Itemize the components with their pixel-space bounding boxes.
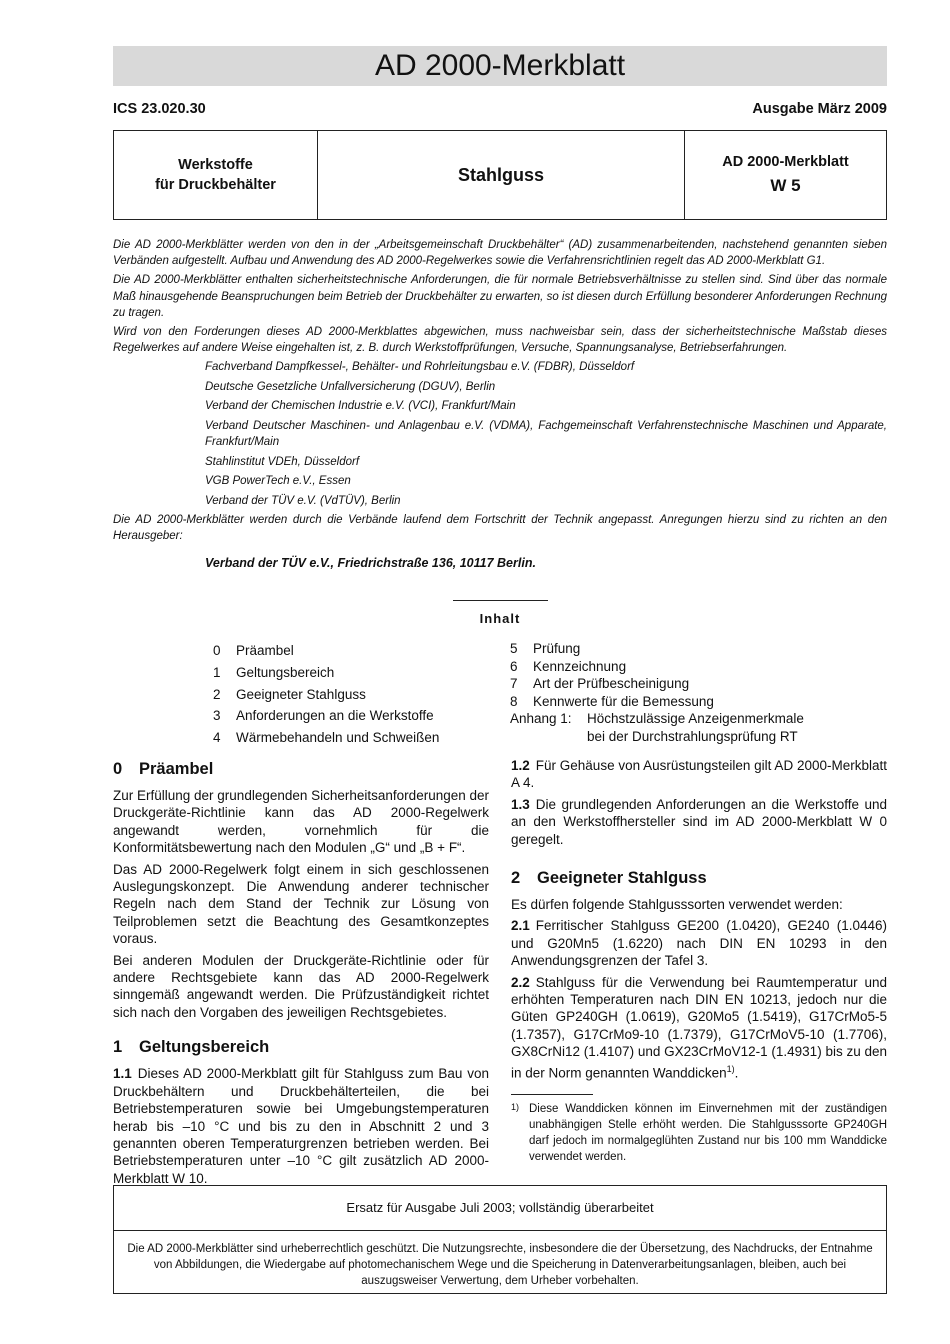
member-item: Fachverband Dampfkessel-, Behälter- und Rohrleitungsbau e.V. (FDBR), Düsseldorf [205,361,635,374]
ics-code: ICS 23.020.30 [113,101,206,117]
clause-text: Ferritischer Stahlguss GE200 (1.0420), GE240 (1.0446) und G20Mn5 (1.6220) nach DIN EN 10293 in den Anwendungsgrenzen der Tafel 3. [511,918,887,969]
toc-annex-label-1: Höchstzulässige Anzeigenmerkmale [587,711,804,727]
clause-number: 2.1 [511,918,530,934]
toc-entry-label: Art der Prüfbescheinigung [533,676,690,692]
section-heading-1 [113,1035,489,1059]
clause-number: 1.2 [511,758,530,773]
preamble-paragraph-3: Bei anderen Modulen der Druckgeräte-Richtlinie oder für andere Rechtsgebiete kann das AD 2000-Regelwerk sinngemäß angewandt werden. Die Prüfzuständigkeit richtet sich nach den Vorgaben des jeweiligen Rechtsgebietes. [113,952,489,1020]
edition-date: Ausgabe März 2009 [752,101,887,117]
section-title: Geeigneter Stahlguss [537,869,707,888]
toc-entry-label: Wärmebehandeln und Schweißen [236,730,440,746]
header-box [113,130,887,220]
section-number: 2 [511,869,521,888]
clause-2-1 [511,917,887,969]
section-number: 0 [113,760,123,778]
section-heading-2 [511,866,887,890]
section-heading-0 [113,757,489,781]
toc-entry-number: 0 [213,643,221,658]
member-associations [205,359,887,508]
toc-entry-number: 8 [510,693,518,709]
toc-annex-number: Anhang 1: [510,711,572,727]
toc-entry[interactable] [213,640,439,662]
footnote-reference[interactable]: 1) [726,1063,735,1074]
clause-1-2 [511,757,887,792]
subject-title: Stahlguss [457,164,545,185]
toc-entry-label: Anforderungen an die Werkstoffe [236,708,434,724]
member-item: Verband der TÜV e.V. (VdTÜV), Berlin [205,494,401,507]
intro-paragraph-2: Die AD 2000-Merkblätter enthalten sicherheitstechnische Anforderungen, die für normale Betriebsverhältnisse zu stellen sind. Sind über das normale Maß hinausgehende Beanspruchungen beim Betrieb der Druckbehälter zu erwarten, so ist diesen durch Erfüllung besonderer Anforderungen Rechnung zu tragen. [113,274,887,319]
intro-text [113,237,887,571]
footnote-divider [511,1094,593,1095]
clause-text: Stahlguss für die Verwendung bei Raumtemperatur und erhöhten Temperaturen nach DIN EN 10213, jedoch nur die Güten GP240GH (1.0619), G20Mo5 (1.5419), G17CrMo5-5 (1.7357), G17CrMo9-10 (1.7379), G17CrMoV5-10 (1.7706), GX8CrNi12 (1.4107) und GX23CrMoV12-1 (1.4931) bis zu den in der Norm genannten Wanddicken [511,974,887,1081]
category-cell [114,131,318,219]
document-series: AD 2000-Merkblatt [722,154,849,170]
toc-entry[interactable] [510,640,804,658]
body-right-column [511,757,887,1165]
member-item: Verband der Chemischen Industrie e.V. (VCI), Frankfurt/Main [205,400,516,413]
member-item: Stahlinstitut VDEh, Düsseldorf [205,455,360,468]
toc-entry-label: Geltungsbereich [236,664,335,680]
toc-entry-number: 4 [213,730,221,746]
toc-entry-label: Kennwerte für die Bemessung [533,693,714,709]
toc-entry-label: Kennzeichnung [533,658,627,674]
toc-entry[interactable] [213,727,439,749]
toc-entry[interactable] [510,675,804,693]
clause-2-2: 2.2 Stahlguss für die Verwendung bei Raumtemperatur und erhöhten Temperaturen nach DIN EN 10213, jedoch nur die Güten GP240GH (1.0619), G20Mo5 (1.5419), G17CrMo5-5 (1.7357), G17CrMo9-10 (1.7379), G17CrMoV5-10 (1.7706), GX8CrNi12 (1.4107) und GX23CrMoV12-1 (1.4931) bis zu den in der Norm genannten Wanddicken$^{1)}$. [511,974,887,1081]
footnote-text: Diese Wanddicken können im Einvernehmen mit der zuständigen unabhängigen Stelle erhöht werden. Die Stahlgusssorte GP240GH darf jedoch im normalgeglühten Zustand nur bis 100 mm Wanddicke verwendet werden. [529,1102,887,1163]
intro-paragraph-1: Die AD 2000-Merkblätter werden von den in der „Arbeitsgemeinschaft Druckbehälter“ (AD) zusammenarbeitenden, nachstehend genannten sieben Verbänden aufgestellt. Aufbau und Anwendung des AD 2000-Regelwerkes sowie die Verfahrensrichtlinien regelt das AD 2000-Merkblatt G1. [113,239,887,268]
preamble-paragraph-2: Das AD 2000-Regelwerk folgt einem in sich geschlossenen Auslegungskonzept. Die Anwendung anderer technischer Regeln nach dem Stand der Technik zur Lösung von Teilproblemen setzt die Beachtung des Gesamtkonzeptes voraus. [113,861,489,947]
toc-entry-number: 7 [510,676,518,692]
clause-text: Die grundlegenden Anforderungen an die Werkstoffe und an den Werkstoffhersteller sind im AD 2000-Merkblatt W 0 geregelt. [511,796,887,847]
toc-annex-entry-continued [510,728,804,746]
document-title: AD 2000-Merkblatt [113,46,887,86]
footer-box [113,1185,887,1294]
intro-paragraph-4: Die AD 2000-Merkblätter werden durch die Verbände laufend dem Fortschritt der Technik angepasst. Anregungen hierzu sind zu richten an den Herausgeber: [113,514,887,543]
intro-paragraph-3: Wird von den Forderungen dieses AD 2000-Merkblattes abgewichen, muss nachweisbar sein, dass der sicherheitstechnische Maßstab dieses Regelwerkes auf andere Weise eingehalten ist, z. B. durch Werkstoffprüfungen, Versuche, Spannungsanalyse, Betriebserfahrungen. [113,326,887,355]
replacement-notice: Ersatz für Ausgabe Juli 2003; vollständig überarbeitet [114,1186,886,1231]
clause-text: Für Gehäuse von Ausrüstungsteilen gilt AD 2000-Merkblatt A 4. [511,758,887,791]
document-id-cell [685,131,886,219]
toc-entry[interactable] [510,693,804,711]
subject-cell [318,131,685,219]
preamble-paragraph-1: Zur Erfüllung der grundlegenden Sicherheitsanforderungen der Druckgeräte-Richtlinie kann das AD 2000-Regelwerk angewandt werden, vornehmlich für die Konformitätsbewertung nach den Modulen „G“ und „B + F“. [113,788,489,856]
clause-text: Dieses AD 2000-Merkblatt gilt für Stahlguss zum Bau von Druckbehältern und Druckbehälterteilen, die bei Betriebstemperaturen sowie bei Umgebungstemperaturen herab bis –10 °C und bis zu den in Abschnitt 2 und 3 genannten oberen Temperaturgrenzen betrieben werden. Bei Betriebstemperaturen unter –10 °C gilt zusätzlich AD 2000-Merkblatt W 10. [113,1066,489,1186]
body-left-column [113,757,489,1191]
toc-entry-label: Prüfung [533,641,581,656]
category-line-2: für Druckbehälter [155,177,276,193]
section-2-intro: Es dürfen folgende Stahlgusssorten verwendet werden: [511,897,843,913]
category-line-1: Werkstoffe [178,157,253,173]
toc-entry-number: 2 [213,686,221,702]
clause-1-3 [511,796,887,848]
section-title: Geltungsbereich [139,1038,270,1057]
clause-number: 1.1 [113,1066,132,1082]
toc-entry-number: 6 [510,658,518,674]
toc-entry[interactable] [213,662,439,684]
toc-left-column [213,640,439,749]
member-item: Deutsche Gesetzliche Unfallversicherung (DGUV), Berlin [205,380,496,393]
section-title: Präambel [139,760,214,778]
footnote-1 [511,1101,887,1165]
clause-number: 2.2 [511,974,530,990]
toc-entry-label: Geeigneter Stahlguss [236,686,366,702]
toc-entry-label: Präambel [236,643,294,658]
publisher-address: Verband der TÜV e.V., Friedrichstraße 136, 10117 Berlin. [205,555,536,570]
toc-entry[interactable] [510,658,804,676]
document-number: W 5 [770,176,801,195]
section-number: 1 [113,1038,123,1057]
clause-number: 1.3 [511,796,530,812]
toc-annex-label-2: bei der Durchstrahlungsprüfung RT [587,728,798,744]
toc-entry[interactable] [213,705,439,727]
member-item: Verband Deutscher Maschinen- und Anlagenbau e.V. (VDMA), Fachgemeinschaft Verfahrenstechnische Maschinen und Apparate, Frankfurt/Main [205,419,887,449]
toc-right-column [510,640,804,746]
toc-entry-number: 1 [213,664,221,680]
toc-entry-number: 5 [510,641,518,656]
member-item: VGB PowerTech e.V., Essen [205,475,351,488]
clause-1-1 [113,1065,489,1187]
toc-divider [453,600,548,601]
toc-entry[interactable] [213,684,439,706]
copyright-notice: Die AD 2000-Merkblätter sind urheberrechtlich geschützt. Die Nutzungsrechte, insbesondere die der Übersetzung, des Nachdrucks, der Entnahme von Abbildungen, die Wiedergabe auf photomechanischem Wege und die Speicherung in Datenverarbeitungsanlagen, bleiben, auch bei auszugsweiser Verwertung, dem Urheber vorbehalten. [127,1243,873,1287]
toc-heading: Inhalt [479,611,521,626]
footnote-mark: 1) [511,1101,520,1112]
toc-annex-entry[interactable] [510,710,804,728]
toc-entry-number: 3 [213,708,221,724]
